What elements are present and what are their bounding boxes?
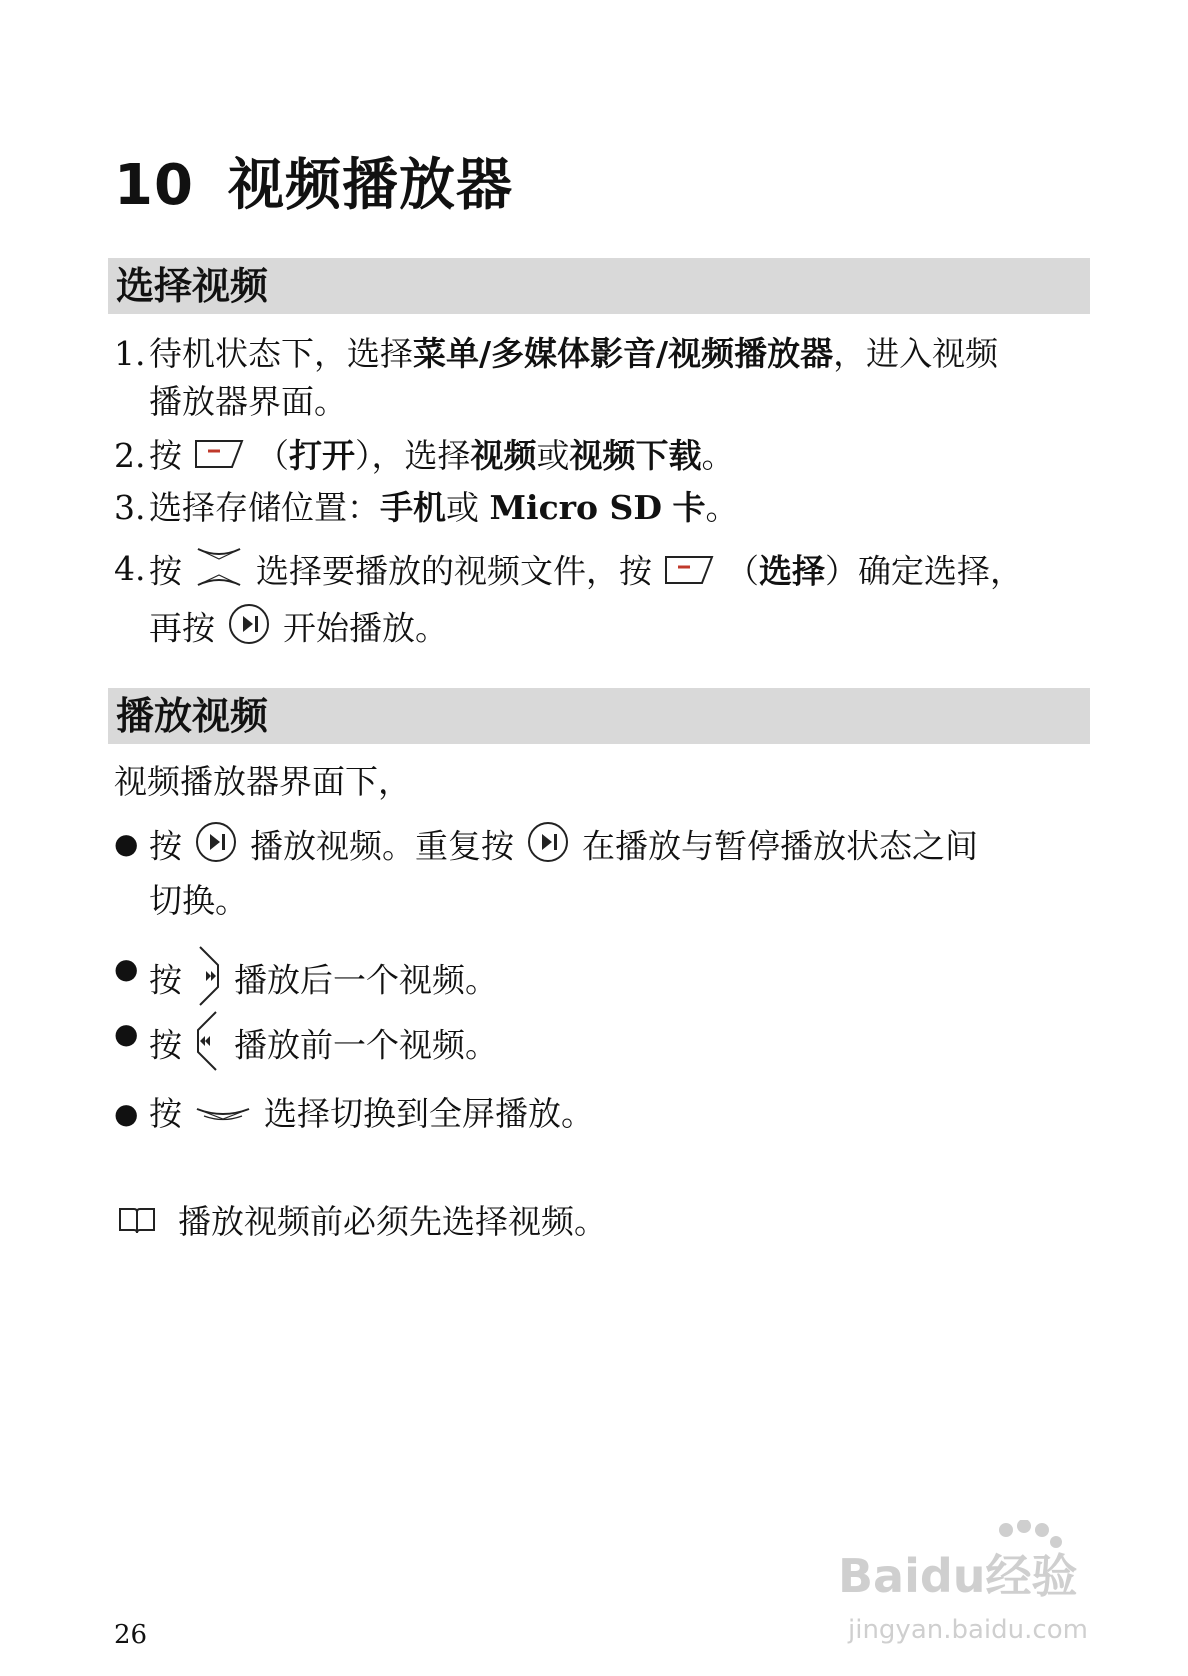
step-4: 4. 按 选择要播放的视频文件，按 （选择）确定选择， 再按 开始播放。	[114, 545, 1094, 659]
step-3: 3. 选择存储位置：手机或 Micro SD 卡。	[114, 484, 1094, 532]
softkey-icon	[194, 434, 244, 482]
note	[118, 1198, 607, 1248]
play-pause-icon	[227, 602, 271, 659]
bullet-play-pause: ● 按 播放视频。重复按 在播放与暂停播放状态之间 切换。	[114, 820, 1094, 925]
watermark-brand: Baidu经验	[838, 1549, 1078, 1603]
step-number: 4.	[114, 549, 146, 588]
menu-path: 菜单/多媒体影音/视频播放器	[413, 334, 834, 373]
step-1: 1. 待机状态下，选择菜单/多媒体影音/视频播放器，进入视频 播放器界面。	[114, 330, 1094, 426]
step-number: 3.	[114, 488, 146, 527]
chapter-title-text: 视频播放器	[227, 153, 513, 218]
nav-down-icon	[194, 1092, 252, 1140]
baidu-watermark	[828, 1520, 1118, 1654]
play-pause-icon	[526, 820, 570, 877]
play-pause-icon	[194, 820, 238, 877]
bullet-prev-video: ● 按 播放前一个视频。	[114, 1010, 1094, 1085]
bullet-dot: ●	[114, 1097, 139, 1130]
chapter-number: 10	[114, 153, 194, 218]
prev-track-icon	[194, 1010, 222, 1085]
bullet-dot: ●	[114, 952, 139, 985]
section-heading-select-video: 选择视频	[108, 258, 1090, 314]
book-icon	[118, 1200, 156, 1248]
section-intro: 视频播放器界面下，	[114, 762, 411, 801]
bullet-dot: ●	[114, 827, 139, 860]
bullet-fullscreen: ● 按 选择切换到全屏播放。	[114, 1090, 1094, 1140]
chapter-title	[114, 152, 513, 220]
section-heading-play-video: 播放视频	[108, 688, 1090, 744]
step-number: 1.	[114, 334, 146, 373]
bullet-next-video: ● 按 播放后一个视频。	[114, 945, 1094, 1020]
page-number: 26	[114, 1620, 148, 1650]
nav-updown-icon	[194, 545, 244, 602]
bullet-dot: ●	[114, 1017, 139, 1050]
watermark-url: jingyan.baidu.com	[848, 1615, 1088, 1645]
note-text: 播放视频前必须先选择视频。	[178, 1202, 607, 1241]
step-2: 2. 按 （打开），选择视频或视频下载。	[114, 432, 1094, 482]
softkey-icon	[664, 550, 714, 598]
step-number: 2.	[114, 436, 146, 475]
next-track-icon	[194, 945, 222, 1020]
